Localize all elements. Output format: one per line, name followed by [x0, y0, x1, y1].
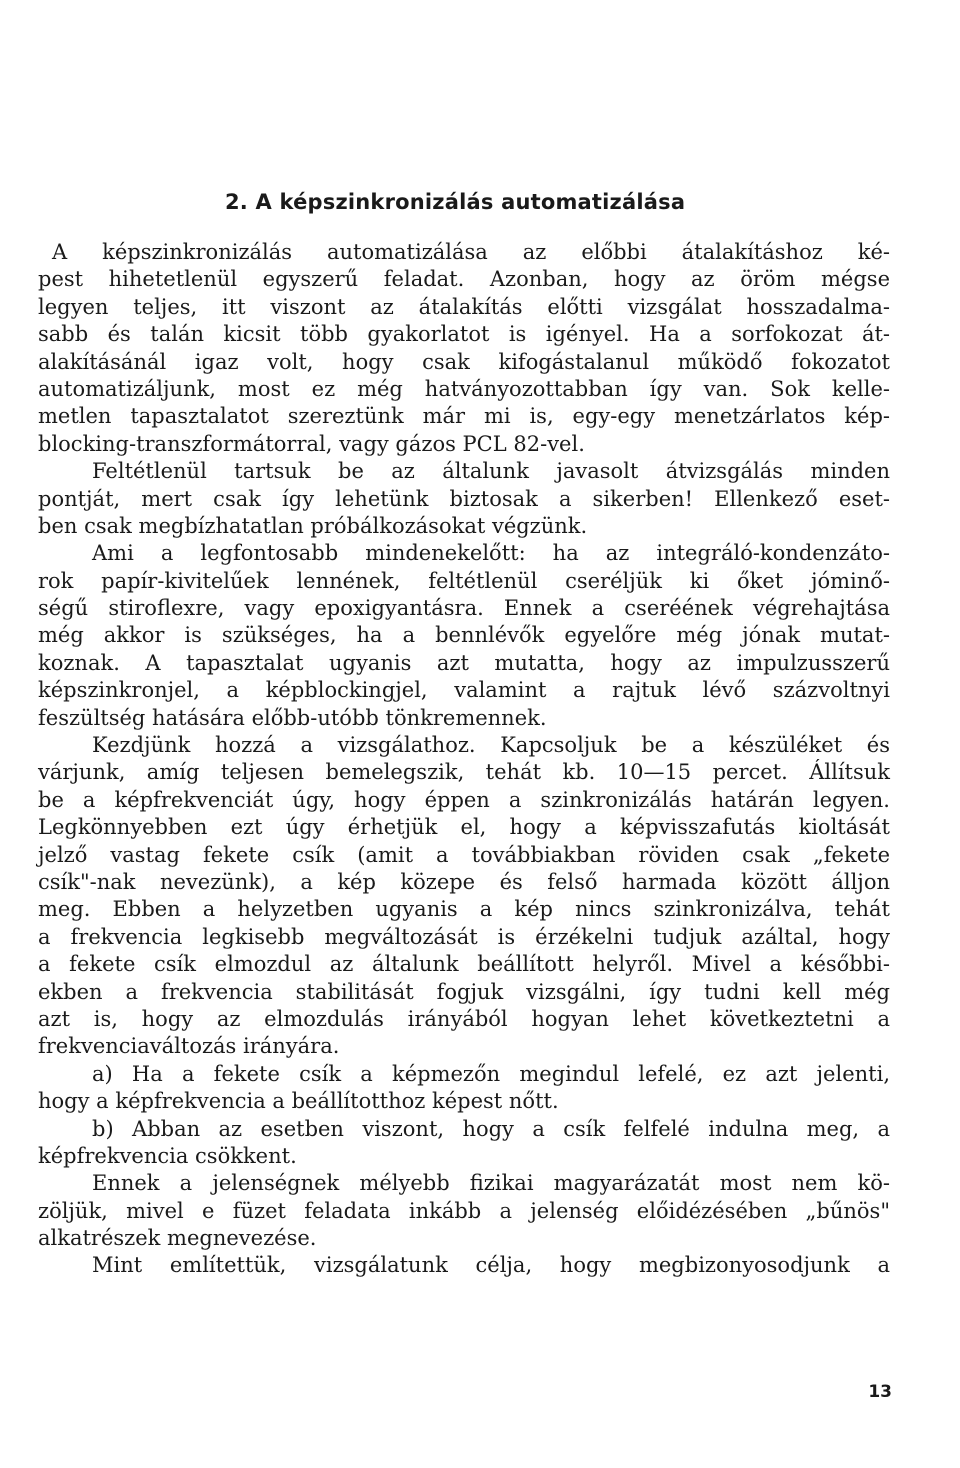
text-line: alakításánál igaz volt, hogy csak kifogástalanul működő fokozatot: [38, 349, 890, 374]
text-line: Feltétlenül tartsuk be az általunk javasolt átvizsgálás minden: [92, 459, 890, 484]
text-line: Mint említettük, vizsgálatunk célja, hogy megbizonyosodjunk a: [92, 1253, 890, 1278]
text-line: képfrekvencia csökkent.: [38, 1143, 297, 1168]
text-line: a frekvencia legkisebb megváltozását is érzékelni tudjuk azáltal, hogy: [38, 924, 890, 949]
text-line: ben csak megbízhatatlan próbálkozásokat végzünk.: [38, 513, 588, 538]
text-line: A képszinkronizálás automatizálása az előbbi átalakításhoz ké-: [52, 240, 890, 264]
text-line: ekben a frekvencia stabilitását fogjuk vizsgálni, így tudni kell még: [38, 979, 890, 1004]
text-line: várjunk, amíg teljesen bemelegszik, tehát kb. 10—15 percet. Állítsuk: [38, 760, 890, 785]
text-line: azt is, hogy az elmozdulás irányából hogyan lehet következtetni a: [38, 1006, 890, 1031]
text-line: pest hihetetlenül egyszerű feladat. Azonban, hogy az öröm mégse: [38, 267, 890, 292]
text-line: be a képfrekvenciát úgy, hogy éppen a szinkronizálás határán legyen.: [38, 787, 890, 812]
text-line: blocking-transzformátorral, vagy gázos PCL 82-vel.: [38, 431, 585, 456]
text-line: sabb és talán kicsit több gyakorlatot is igényel. Ha a sorfokozat át-: [38, 322, 890, 347]
text-line: csík"-nak nevezünk), a kép közepe és felső harmada között álljon: [38, 869, 890, 894]
text-line: jelző vastag fekete csík (amit a továbbiakban röviden csak „fekete: [38, 842, 890, 867]
text-line: a fekete csík elmozdul az általunk beállított helyről. Mivel a későbbi-: [38, 952, 890, 977]
text-line: alkatrészek megnevezése.: [38, 1226, 317, 1251]
text-line: rok papír-kivitelűek lennének, feltétlenül cseréljük ki őket jóminő-: [38, 568, 890, 593]
text-line: képszinkronjel, a képblockingjel, valamint a rajtuk lévő százvoltnyi: [38, 678, 890, 703]
text-line: pontját, mert csak így lehetünk biztosak a sikerben! Ellenkező eset-: [38, 486, 890, 511]
text-line: koznak. A tapasztalat ugyanis azt mutatta, hogy az impulzusszerű: [38, 650, 890, 675]
text-line: a) Ha a fekete csík a képmezőn megindul lefelé, ez azt jelenti,: [92, 1061, 890, 1086]
text-line: automatizáljunk, most ez még hatványozottabban így van. Sok kelle-: [38, 376, 890, 401]
page-number: 13: [868, 1382, 892, 1402]
text-line: legyen teljes, itt viszont az átalakítás előtti vizsgálat hosszadalma-: [38, 294, 890, 319]
text-line: ségű stiroflexre, vagy epoxigyantásra. Ennek a cseréének végrehajtása: [38, 596, 890, 621]
text-line: Ami a legfontosabb mindenekelőtt: ha az integráló-kondenzáto-: [92, 541, 890, 566]
book-page: [38, 0, 890, 1468]
text-line: feszültség hatására előbb-utóbb tönkremennek.: [38, 705, 547, 730]
text-line: metlen tapasztalatot szereztünk már mi is, egy-egy menetzárlatos kép-: [38, 404, 890, 429]
text-line: frekvenciaváltozás irányára.: [38, 1034, 340, 1059]
text-line: Ennek a jelenségnek mélyebb fizikai magyarázatát most nem kö-: [92, 1171, 890, 1196]
section-heading: 2. A képszinkronizálás automatizálása: [225, 190, 686, 214]
text-line: hogy a képfrekvencia a beállítotthoz képest nőtt.: [38, 1089, 559, 1114]
text-line: zöljük, mivel e füzet feladata inkább a jelenség előidézésében „bűnös": [38, 1198, 890, 1223]
text-line: Kezdjünk hozzá a vizsgálathoz. Kapcsoljuk be a készüléket és: [92, 733, 890, 758]
text-line: Legkönnyebben ezt úgy érhetjük el, hogy a képvisszafutás kioltását: [38, 815, 890, 840]
text-line: b) Abban az esetben viszont, hogy a csík felfelé indulna meg, a: [92, 1116, 890, 1141]
text-line: meg. Ebben a helyzetben ugyanis a kép nincs szinkronizálva, tehát: [38, 897, 890, 922]
text-line: még akkor is szükséges, ha a bennlévők egyelőre még jónak mutat-: [38, 623, 890, 648]
body-text: [38, 239, 890, 1280]
